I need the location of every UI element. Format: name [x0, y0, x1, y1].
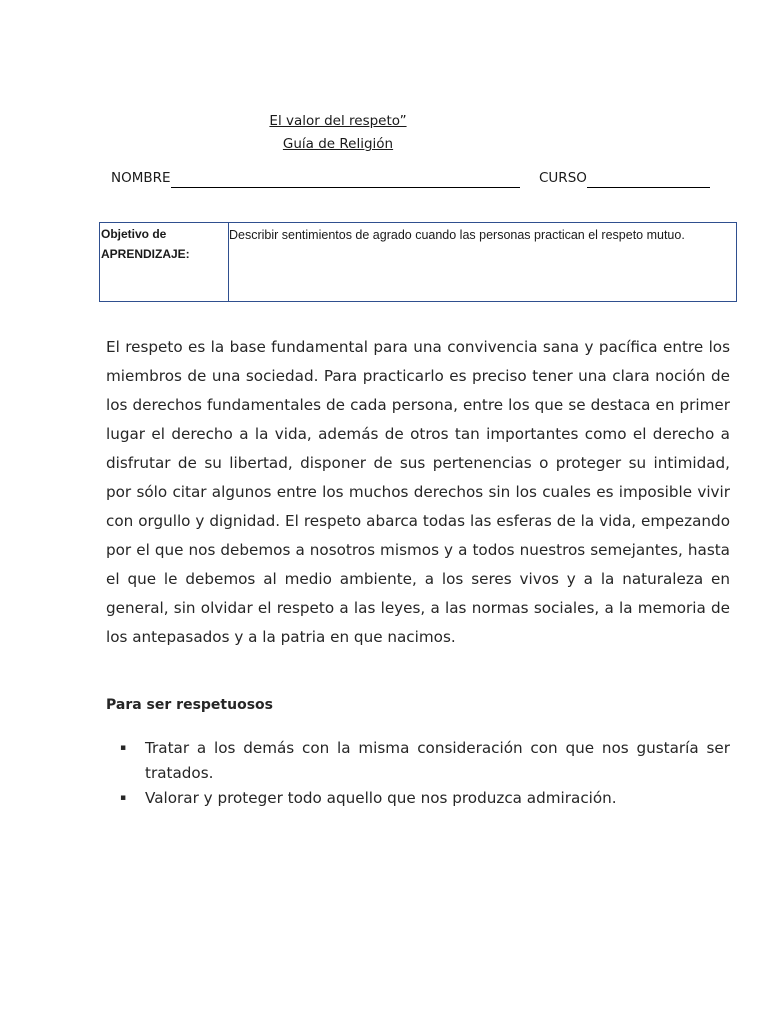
list-item-text: Tratar a los demás con la misma consideración con que nos gustaría ser tratados. — [145, 739, 730, 782]
section-heading: Para ser respetuosos — [106, 697, 273, 713]
name-blank-line[interactable] — [171, 169, 520, 188]
course-label: CURSO — [539, 170, 587, 186]
name-label: NOMBRE — [111, 170, 171, 186]
course-field[interactable] — [539, 168, 710, 188]
list-item — [106, 786, 730, 811]
course-blank-line[interactable] — [587, 169, 710, 188]
objective-text: Describir sentimientos de agrado cuando las personas practican el respeto mutuo. — [229, 228, 685, 242]
name-field[interactable] — [111, 168, 520, 188]
bullet-icon: ▪ — [120, 793, 127, 803]
bullet-list — [106, 736, 730, 811]
objective-table — [99, 222, 737, 302]
page-title: El valor del respeto” — [269, 113, 407, 129]
page-subtitle: Guía de Religión — [282, 136, 394, 152]
bullet-icon: ▪ — [120, 743, 127, 753]
main-paragraph: El respeto es la base fundamental para una convivencia sana y pacífica entre los miembros de una sociedad. Para practicarlo es preciso tener una clara noción de los derechos fundamentales de cada persona, entre los que se destaca en primer lugar el derecho a la vida, además de otros tan importantes como el derecho a disfrutar de su libertad, disponer de sus pertenencias o proteger su intimidad, por sólo citar algunos entre los muchos derechos sin los cuales es imposible vivir con orgullo y dignidad. El respeto abarca todas las esferas de la vida, empezando por el que nos debemos a nosotros mismos y a todos nuestros semejantes, hasta el que le debemos al medio ambiente, a los seres vivos y a la naturaleza en general, sin olvidar el respeto a las leyes, a las normas sociales, a la memoria de los antepasados y a la patria en que nacimos. — [106, 338, 730, 646]
list-item — [106, 736, 730, 786]
list-item-text: Valorar y proteger todo aquello que nos produzca admiración. — [145, 789, 617, 807]
title-block — [0, 110, 676, 156]
objective-label: Objetivo de APRENDIZAJE: — [100, 223, 229, 301]
